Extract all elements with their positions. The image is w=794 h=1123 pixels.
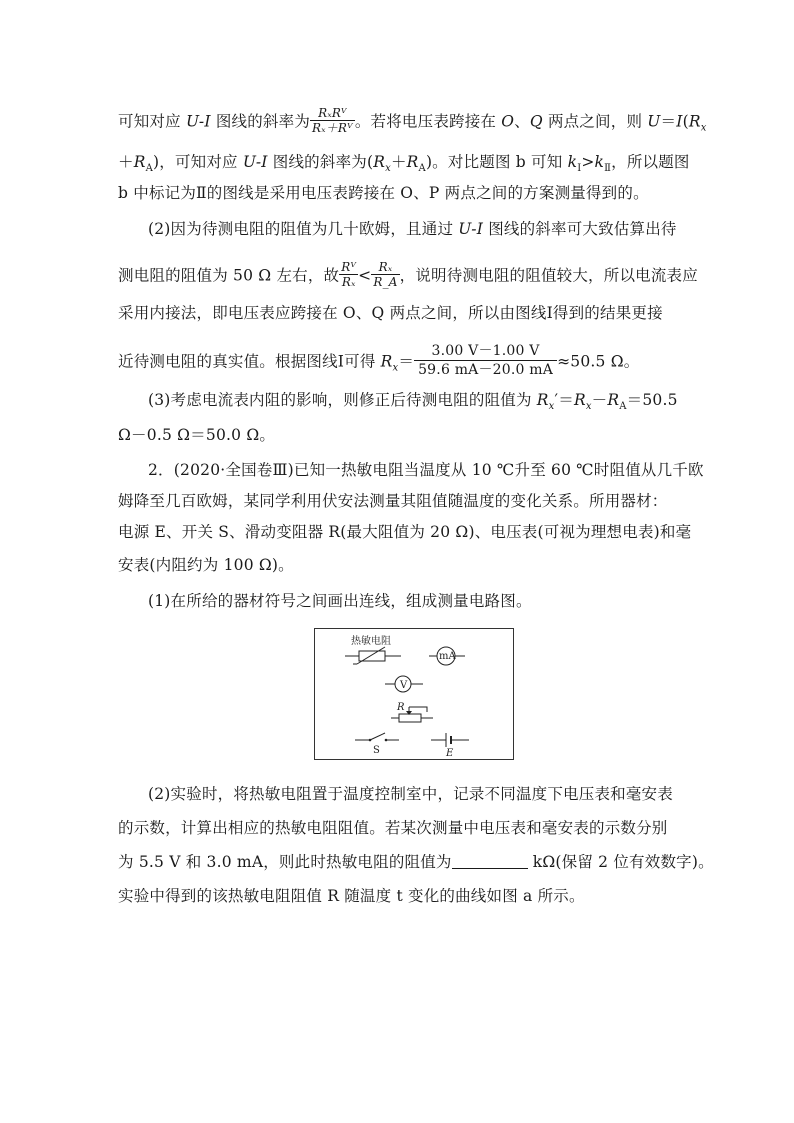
text: U-I (458, 220, 484, 238)
text: ＋ (390, 153, 407, 171)
fraction-denominator: Rₓ＋Rⱽ (312, 121, 353, 135)
subscript: x (392, 362, 399, 374)
text: R (688, 112, 701, 131)
text: ＋ (118, 153, 134, 171)
text-line: (1)在所给的器材符号之间画出连线，组成测量电路图。 (148, 592, 532, 610)
text: － (591, 391, 608, 409)
subscript: Ⅱ (604, 163, 612, 175)
text: 、 (514, 112, 530, 131)
text: U-I (185, 112, 211, 131)
text: R (373, 153, 386, 171)
text-line (118, 152, 690, 175)
text-line: 采用内接法，即电压表应跨接在 O、Q 两点之间，所以由图线Ⅰ得到的结果更接 (118, 304, 663, 322)
text-line: b 中标记为Ⅱ的图线是采用电压表跨接在 O、P 两点之间的方案测量得到的。 (118, 184, 649, 202)
text: ＝50.5 (626, 391, 678, 409)
switch-icon (355, 733, 399, 741)
text: )，可知对应 (153, 153, 243, 171)
text-line: 实验中得到的该热敏电阻阻值 R 随温度 t 变化的曲线如图 a 所示。 (118, 887, 585, 905)
thermistor-icon (345, 647, 401, 664)
subscript: Ⅰ (577, 163, 582, 175)
text: ≈50.5 Ω。 (557, 352, 640, 371)
subscript: A (145, 163, 153, 175)
circuit-svg (315, 629, 515, 761)
text-line: 姆降至几百欧姆，某同学利用伏安法测量其阻值随温度的变化关系。所用器材： (118, 492, 668, 510)
circuit-components-figure (314, 628, 514, 760)
subscript: A (418, 163, 426, 175)
text: 图线的斜率为 (210, 112, 311, 131)
text: 图线的斜率可大致估算出待 (483, 220, 677, 238)
text: 两点之间，则 (542, 112, 648, 131)
fraction (414, 342, 557, 379)
fraction-denominator: R_A (373, 275, 398, 289)
text: (3)考虑电流表内阻的影响，则修正后待测电阻的阻值为 (148, 391, 537, 409)
subscript: x (385, 163, 391, 175)
text: R (133, 153, 146, 171)
subscript: A (619, 401, 627, 413)
subscript: x (585, 401, 592, 413)
text: I (676, 112, 683, 131)
text: )。对比题图 b 可知 (425, 153, 568, 171)
text-line: 的示数，计算出相应的热敏电阻阻值。若某次测量中电压表和毫安表的示数分别 (118, 819, 668, 837)
text: 可知对应 (118, 112, 186, 131)
text-line (148, 219, 677, 239)
fraction-denominator: Rₓ (341, 275, 356, 289)
text: ，说明待测电阻的阻值较大，所以电流表应 (399, 266, 698, 285)
text-line (118, 108, 707, 137)
text-line (118, 344, 639, 381)
fraction-numerator: Rₓ (371, 260, 399, 275)
fraction (339, 260, 358, 289)
rheostat-label: R (397, 702, 405, 713)
text-line (148, 390, 678, 413)
text: 。若将电压表跨接在 (354, 112, 502, 131)
text: k (594, 153, 605, 171)
text: ′ (554, 391, 559, 409)
text-line: Ω－0.5 Ω＝50.0 Ω。 (118, 426, 276, 444)
fraction-numerator: RₓRⱽ (310, 106, 355, 121)
text: > (581, 153, 595, 171)
text: (2)因为待测电阻的阻值为几十欧姆，且通过 (148, 220, 459, 238)
text: R (573, 391, 586, 409)
text: R (380, 352, 393, 371)
text: O (501, 112, 515, 131)
milliammeter-label: mA (439, 651, 456, 662)
text: R (406, 153, 419, 171)
text: ＝ (660, 112, 677, 131)
text-line: 安表(内阻约为 100 Ω)。 (118, 556, 294, 574)
text: R (536, 391, 549, 409)
battery-icon (431, 733, 469, 747)
text: 图线的斜率为( (267, 153, 374, 171)
text: kΩ(保留 2 位有效数字)。 (527, 853, 714, 871)
text: Q (529, 112, 543, 131)
fraction-denominator: 59.6 mA－20.0 mA (418, 362, 554, 378)
text: ，所以题图 (611, 153, 690, 171)
fraction-numerator: 3.00 V－1.00 V (414, 342, 557, 361)
subscript: x (548, 401, 555, 413)
text: R (607, 391, 620, 409)
thermistor-label: 热敏电阻 (351, 636, 391, 647)
fraction (310, 106, 355, 135)
text-line (118, 262, 698, 291)
battery-label: E (446, 748, 454, 759)
fraction (371, 260, 399, 289)
text: ＝ (558, 391, 574, 409)
text: U-I (242, 153, 268, 171)
text: < (358, 266, 372, 285)
text: 近待测电阻的真实值。根据图线Ⅰ可得 (118, 352, 381, 371)
text-line: 电源 E、开关 S、滑动变阻器 R(最大阻值为 20 Ω)、电压表(可视为理想电表)和毫 (118, 523, 692, 541)
text: ＝ (398, 352, 415, 371)
voltmeter-label: V (400, 680, 408, 691)
text: ( (682, 112, 689, 131)
text-line: (2)实验时，将热敏电阻置于温度控制室中，记录不同温度下电压表和毫安表 (148, 785, 673, 803)
text: 为 5.5 V 和 3.0 mA，则此时热敏电阻的阻值为 (118, 853, 452, 871)
text-line: 2．(2020·全国卷Ⅲ)已知一热敏电阻当温度从 10 ℃升至 60 ℃时阻值从几千欧 (148, 461, 704, 479)
text: 测电阻的阻值为 50 Ω 左右，故 (118, 266, 340, 285)
text-line (118, 852, 714, 872)
switch-label: S (373, 745, 380, 756)
fraction-numerator: Rⱽ (341, 260, 357, 274)
text: k (567, 153, 578, 171)
subscript: x (700, 122, 707, 134)
text: U (647, 112, 661, 131)
answer-blank[interactable] (452, 854, 528, 869)
